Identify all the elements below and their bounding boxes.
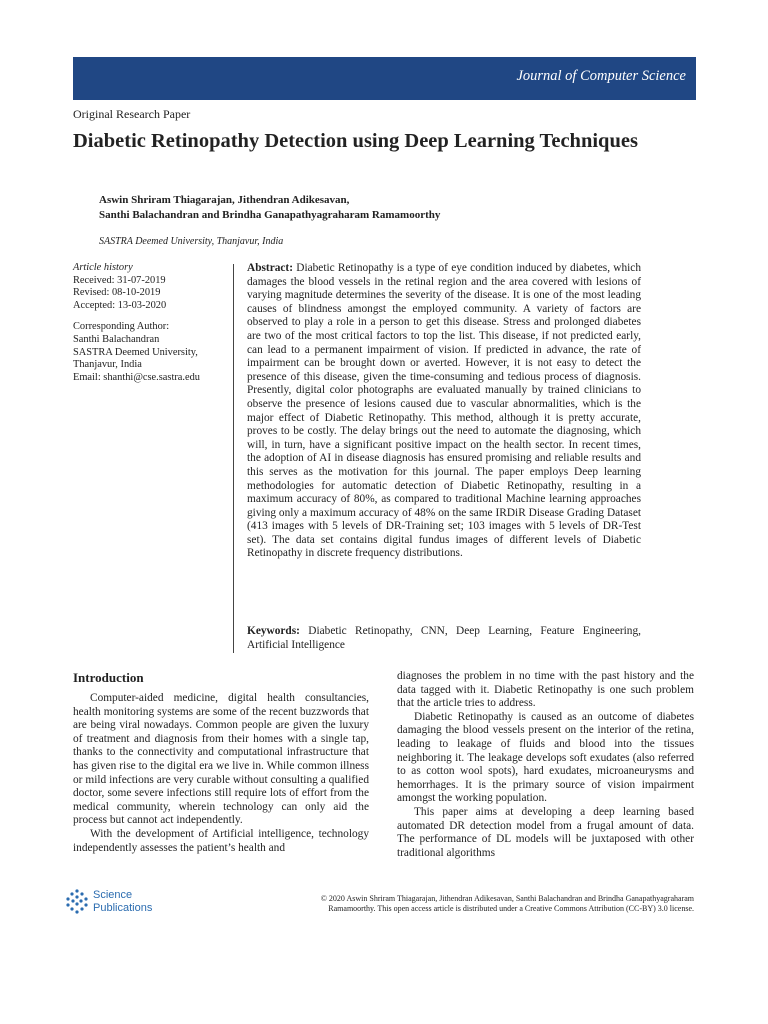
keywords — [247, 625, 641, 652]
accepted-date: Accepted: 13-03-2020 — [73, 299, 167, 311]
logo-line-1: Science — [93, 889, 133, 901]
introduction-heading: Introduction — [73, 670, 144, 685]
corresponding-label: Corresponding Author: — [73, 321, 170, 333]
sidebar-divider — [233, 264, 234, 653]
paper-type: Original Research Paper — [73, 107, 191, 121]
copyright-line-1: © 2020 Aswin Shriram Thiagarajan, Jithendran Adikesavan, Santhi Balachandran and Brindha Ganapathyagraharam — [320, 894, 694, 903]
history-label: Article history — [73, 262, 133, 273]
corresponding-email[interactable]: Email: shanthi@cse.sastra.edu — [73, 371, 201, 383]
authors-line-1: Aswin Shriram Thiagarajan, Jithendran Adikesavan, — [99, 194, 350, 206]
science-publications-logo — [63, 887, 193, 923]
journal-name: Journal of Computer Science — [516, 68, 686, 84]
authors-line-2: Santhi Balachandran and Brindha Ganapathyagraharam Ramamoorthy — [99, 208, 441, 221]
science-publications-logo-icon — [63, 887, 91, 919]
abstract-label: Abstract: — [247, 262, 293, 274]
copyright-notice — [248, 894, 694, 914]
authors — [99, 193, 699, 222]
corresponding-institution: SASTRA Deemed University, — [73, 346, 198, 358]
right-column — [397, 670, 694, 860]
corresponding-city: Thanjavur, India — [73, 359, 142, 371]
intro-paragraph-3: Diabetic Retinopathy is caused as an outcome of diabetes damaging the blood vessels present on the interior of the retina, leading to leakage of fluids and blood into the tissues neighboring it. The leakage develops soft exudates (also referred to as cotton wool spots), hard exudates, microaneurysms and hemorrhages. It is the primary source of vision impairment amongst the working population. — [397, 710, 694, 805]
intro-paragraph-2: With the development of Artificial intelligence, technology independently assesses the patient’s health and — [73, 827, 369, 854]
copyright-line-2: Ramamoorthy. This open access article is distributed under a Creative Commons Attribution (CC-BY) 3.0 license. — [328, 904, 694, 913]
intro-paragraph-2-continued: diagnoses the problem in no time with the past history and the data tagged with it. Diabetic Retinopathy is one such problem that the article tries to address. — [397, 670, 694, 710]
keywords-label: Keywords: — [247, 625, 300, 637]
left-column — [73, 692, 369, 855]
logo-text — [93, 889, 152, 914]
paper-title: Diabetic Retinopathy Detection using Deep Learning Techniques — [73, 130, 638, 152]
intro-paragraph-1: Computer-aided medicine, digital health consultancies, health monitoring systems are some of the recent buzzwords that are being viral nowadays. Common people are given the luxury of treatment and diagnosis from their homes with a single tap, thanks to the connectivity and computational infrastructure that has given rise to the digital era we live in. While common illness or mild infections are very curable without consulting a qualified doctor, some severe infections still require lots of effort from the medical community, wherein technology can only aid the process but cannot act independently. — [73, 692, 369, 827]
corresponding-name: Santhi Balachandran — [73, 333, 160, 345]
received-date: Received: 31-07-2019 — [73, 274, 166, 286]
affiliation: SASTRA Deemed University, Thanjavur, India — [99, 236, 284, 247]
abstract — [247, 262, 641, 561]
abstract-text: Diabetic Retinopathy is a type of eye condition induced by diabetes, which damages the blood vessels in the retinal region and the area covered with lesions of varying magnitude determines the severity of the disease. It is one of the most leading causes of blindness amongst the employed community. A variety of factors are observed to play a role in a person to get this disease. Stress and prolonged diabetes are two of the most critical factors to top the list. This disease, if not predicted early, can lead to a permanent impairment of vision. If predicted in advance, the rate of impairment can be brought down or averted. However, it is not easy to detect the presence of this disease, given the time-consuming and tedious process of diagnosis. Presently, digital color photographs are evaluated manually by trained clinicians to observe the presence of lesions caused due to vascular abnormalities, which is the major effect of Diabetic Retinopathy. This method, although it is pretty accurate, proves to be costly. The delay brings out the need to automate the diagnosing, which will, in turn, have a significant positive impact on the health sector. In recent times, the adoption of AI in disease diagnosis has ensured promising and reliable results and this serves as the motivation for this journal. The paper employs Deep learning methodologies for automatic detection of Diabetic Retinopathy, resulting in a maximum accuracy of 80%, as compared to traditional Machine learning approaches giving only a maximum accuracy of 48% on the same IRDiR Disease Grading Dataset (413 images with 5 levels of DR-Training set; 103 images with 5 levels of DR-Test set). The data set contains digital fundus images of different levels of Diabetic Retinopathy in discrete frequency distributions. — [247, 262, 641, 560]
journal-banner — [73, 57, 696, 100]
article-history — [73, 262, 233, 384]
keywords-text: Diabetic Retinopathy, CNN, Deep Learning, Feature Engineering, Artificial Intelligence — [247, 625, 641, 651]
intro-paragraph-4: This paper aims at developing a deep learning based automated DR detection model from a frugal amount of data. The performance of DL models will be juxtaposed with other traditional algorithms — [397, 805, 694, 859]
logo-line-2: Publications — [93, 901, 153, 914]
revised-date: Revised: 08-10-2019 — [73, 287, 161, 299]
